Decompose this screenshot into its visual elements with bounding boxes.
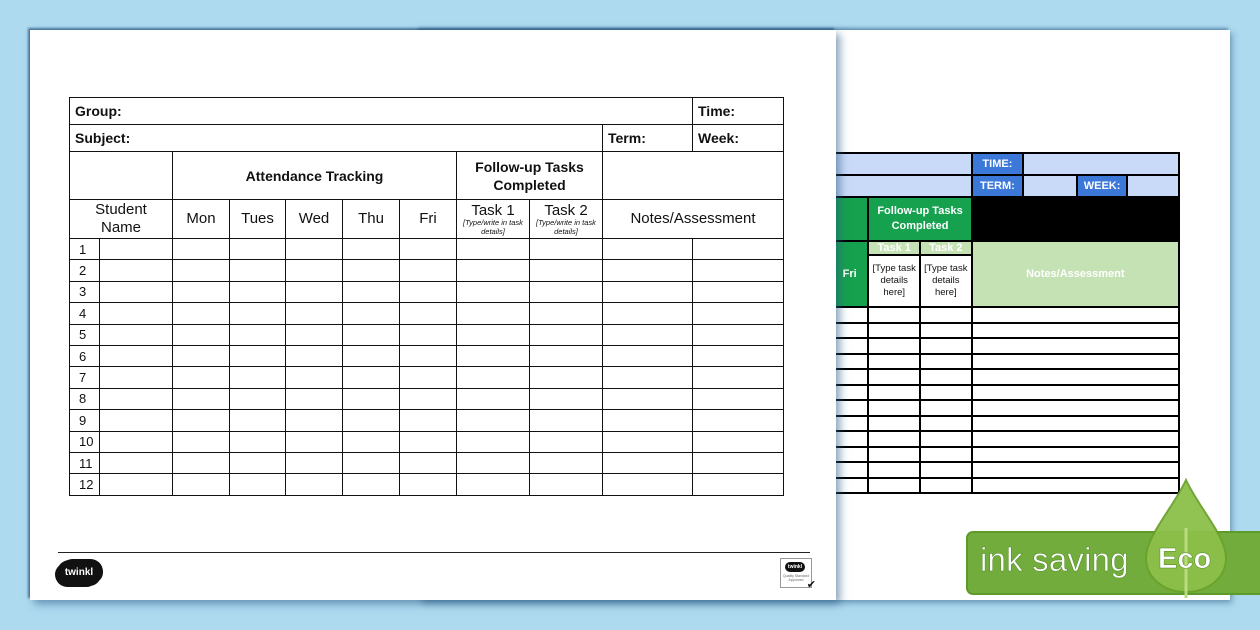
task1-header[interactable]: [457, 200, 530, 239]
task2-cell[interactable]: [530, 239, 603, 260]
colour-student-row: [831, 400, 1179, 416]
student-row: [70, 260, 784, 281]
tues-cell[interactable]: [230, 431, 286, 452]
term-row: [831, 175, 1179, 197]
mon-cell[interactable]: [173, 260, 230, 281]
day-fri-header: Fri: [400, 200, 457, 239]
student-name-cell[interactable]: [100, 281, 173, 302]
fri-cell[interactable]: [400, 410, 457, 431]
task1-cell[interactable]: [868, 369, 920, 385]
assessment-cell[interactable]: [693, 281, 784, 302]
notes-cell[interactable]: [972, 338, 1179, 354]
task1-cell[interactable]: [868, 431, 920, 447]
wed-cell[interactable]: [286, 452, 343, 473]
time-label: TIME:: [972, 153, 1024, 175]
tues-cell[interactable]: [230, 388, 286, 409]
task-label-row: [831, 241, 1179, 255]
task2-label: Task 2: [544, 201, 588, 219]
thu-cell[interactable]: [343, 410, 400, 431]
thu-cell[interactable]: [343, 345, 400, 366]
student-name-cell[interactable]: [100, 239, 173, 260]
student-row: [70, 410, 784, 431]
thu-cell[interactable]: [343, 281, 400, 302]
notes-cell[interactable]: [972, 323, 1179, 339]
section-header-row: [70, 152, 784, 200]
wed-cell[interactable]: [286, 260, 343, 281]
column-header-row: [70, 200, 784, 239]
badge-caption: Quality Standard Approved: [782, 574, 810, 582]
wed-cell[interactable]: [286, 324, 343, 345]
task1-cell[interactable]: [868, 385, 920, 401]
week-field[interactable]: [1127, 175, 1179, 197]
task1-cell[interactable]: [457, 239, 530, 260]
student-row: [70, 452, 784, 473]
fri-cell[interactable]: [831, 385, 868, 401]
assessment-cell[interactable]: [693, 239, 784, 260]
task2-cell[interactable]: [920, 416, 972, 432]
term-field[interactable]: Term:: [603, 125, 693, 152]
wed-cell[interactable]: [286, 303, 343, 324]
colour-student-row: [831, 462, 1179, 478]
student-name-cell[interactable]: [100, 367, 173, 388]
group-row: [70, 98, 784, 125]
thu-cell[interactable]: [343, 474, 400, 495]
task1-cell[interactable]: [868, 323, 920, 339]
attendance-header-cell: [831, 197, 868, 241]
followup-header: Follow-up Tasks Completed: [868, 197, 971, 241]
task2-cell[interactable]: [530, 452, 603, 473]
time-row: [831, 153, 1179, 175]
task1-description[interactable]: [Type task details here]: [868, 255, 920, 307]
notes-cell[interactable]: [603, 388, 693, 409]
student-row: [70, 474, 784, 495]
tues-cell[interactable]: [230, 303, 286, 324]
thu-cell[interactable]: [343, 388, 400, 409]
student-name-cell[interactable]: [100, 410, 173, 431]
fri-cell[interactable]: [831, 478, 868, 494]
ink-saving-sheet: [30, 30, 836, 600]
leaf-icon: [1144, 478, 1228, 598]
notes-cell[interactable]: [972, 447, 1179, 463]
notes-cell[interactable]: [972, 385, 1179, 401]
task2-cell[interactable]: [920, 323, 972, 339]
assessment-cell[interactable]: [693, 452, 784, 473]
colour-student-row: [831, 447, 1179, 463]
colour-student-row: [831, 338, 1179, 354]
task2-cell[interactable]: [530, 431, 603, 452]
student-name-cell[interactable]: [100, 474, 173, 495]
task2-cell[interactable]: [920, 385, 972, 401]
mon-cell[interactable]: [173, 410, 230, 431]
fri-cell[interactable]: [400, 452, 457, 473]
assessment-cell[interactable]: [693, 324, 784, 345]
mon-cell[interactable]: [173, 388, 230, 409]
blank-notes-header: [603, 152, 784, 200]
day-wed-header: Wed: [286, 200, 343, 239]
fri-cell[interactable]: [400, 367, 457, 388]
section-header-row: [831, 197, 1179, 241]
student-name-cell[interactable]: [100, 303, 173, 324]
row-number: 7: [70, 367, 100, 388]
task2-cell[interactable]: [920, 478, 972, 494]
student-name-cell[interactable]: [100, 388, 173, 409]
colour-student-row: [831, 385, 1179, 401]
task2-cell[interactable]: [530, 260, 603, 281]
student-row: [70, 345, 784, 366]
ink-saving-text: ink saving: [980, 541, 1129, 578]
student-name-cell[interactable]: [100, 431, 173, 452]
badge-logo: twinkl: [785, 562, 805, 572]
colour-student-row: [831, 354, 1179, 370]
task2-cell[interactable]: [530, 474, 603, 495]
task1-cell[interactable]: [457, 388, 530, 409]
tues-cell[interactable]: [230, 281, 286, 302]
task1-cell[interactable]: [457, 452, 530, 473]
task2-cell[interactable]: [920, 369, 972, 385]
task2-cell[interactable]: [530, 324, 603, 345]
notes-cell[interactable]: [603, 260, 693, 281]
task2-cell[interactable]: [920, 338, 972, 354]
blank-header-cell: [70, 152, 173, 200]
task1-cell[interactable]: [457, 367, 530, 388]
mon-cell[interactable]: [173, 452, 230, 473]
task1-cell[interactable]: [868, 447, 920, 463]
notes-cell[interactable]: [972, 307, 1179, 323]
mon-cell[interactable]: [173, 474, 230, 495]
notes-cell[interactable]: [603, 303, 693, 324]
tues-cell[interactable]: [230, 239, 286, 260]
student-row: [70, 367, 784, 388]
time-field[interactable]: Time:: [693, 98, 784, 125]
task2-cell[interactable]: [530, 303, 603, 324]
footer-divider: [58, 552, 810, 553]
colour-student-row: [831, 369, 1179, 385]
fri-cell[interactable]: [400, 474, 457, 495]
time-field[interactable]: [1023, 153, 1179, 175]
fri-cell[interactable]: [831, 462, 868, 478]
task1-label: Task 1: [471, 201, 515, 219]
notes-cell[interactable]: [972, 431, 1179, 447]
day-thu-header: Thu: [343, 200, 400, 239]
assessment-cell[interactable]: [693, 367, 784, 388]
row-number: 4: [70, 303, 100, 324]
notes-cell[interactable]: [603, 474, 693, 495]
fri-cell[interactable]: [400, 303, 457, 324]
fri-cell[interactable]: [400, 239, 457, 260]
wed-cell[interactable]: [286, 345, 343, 366]
checkmark-icon: ✔: [806, 579, 816, 591]
task1-cell[interactable]: [457, 431, 530, 452]
notes-cell[interactable]: [603, 345, 693, 366]
colour-student-row: [831, 416, 1179, 432]
notes-cell[interactable]: [972, 369, 1179, 385]
assessment-cell[interactable]: [693, 303, 784, 324]
task2-cell[interactable]: [530, 410, 603, 431]
row-number: 9: [70, 410, 100, 431]
task2-cell[interactable]: [530, 367, 603, 388]
student-row: [70, 281, 784, 302]
fri-cell[interactable]: [831, 369, 868, 385]
task1-cell[interactable]: [868, 478, 920, 494]
notes-cell[interactable]: [972, 416, 1179, 432]
task2-cell[interactable]: [920, 462, 972, 478]
task1-cell[interactable]: [457, 260, 530, 281]
student-name-cell[interactable]: [100, 452, 173, 473]
fri-cell[interactable]: [400, 345, 457, 366]
mon-cell[interactable]: [173, 239, 230, 260]
task2-cell[interactable]: [530, 281, 603, 302]
fri-cell[interactable]: [831, 338, 868, 354]
assessment-cell[interactable]: [693, 474, 784, 495]
wed-cell[interactable]: [286, 388, 343, 409]
fri-cell[interactable]: [400, 431, 457, 452]
colour-student-row: [831, 431, 1179, 447]
mon-cell[interactable]: [173, 303, 230, 324]
task2-cell[interactable]: [530, 345, 603, 366]
thu-cell[interactable]: [343, 452, 400, 473]
tues-cell[interactable]: [230, 260, 286, 281]
colour-attendance-table: [830, 152, 1180, 494]
notes-cell[interactable]: [603, 452, 693, 473]
student-row: [70, 431, 784, 452]
notes-cell[interactable]: [972, 462, 1179, 478]
student-name-header: Student Name: [70, 200, 173, 239]
subject-field[interactable]: Subject:: [70, 125, 603, 152]
group-field[interactable]: [831, 153, 972, 175]
tues-cell[interactable]: [230, 324, 286, 345]
student-name-cell[interactable]: [100, 324, 173, 345]
task1-cell[interactable]: [868, 307, 920, 323]
group-field[interactable]: Group:: [70, 98, 693, 125]
task1-cell[interactable]: [457, 303, 530, 324]
thu-cell[interactable]: [343, 239, 400, 260]
task2-hint: [Type/write in task details]: [536, 217, 596, 236]
row-number: 3: [70, 281, 100, 302]
wed-cell[interactable]: [286, 431, 343, 452]
fri-cell[interactable]: [831, 447, 868, 463]
task2-description[interactable]: [Type task details here]: [920, 255, 972, 307]
task2-cell[interactable]: [920, 307, 972, 323]
followup-tasks-header: Follow-up Tasks Completed: [457, 152, 603, 200]
student-row: [70, 239, 784, 260]
assessment-cell[interactable]: [693, 410, 784, 431]
thu-cell[interactable]: [343, 303, 400, 324]
wed-cell[interactable]: [286, 410, 343, 431]
notes-header: Notes/Assessment: [972, 241, 1179, 307]
thu-cell[interactable]: [343, 260, 400, 281]
colour-student-row: [831, 478, 1179, 494]
fri-cell[interactable]: [831, 431, 868, 447]
assessment-cell[interactable]: [693, 260, 784, 281]
tues-cell[interactable]: [230, 367, 286, 388]
notes-cell[interactable]: [603, 281, 693, 302]
thu-cell[interactable]: [343, 367, 400, 388]
task2-header: Task 2: [920, 241, 972, 255]
student-row: [70, 388, 784, 409]
task2-cell[interactable]: [920, 447, 972, 463]
row-number: 11: [70, 452, 100, 473]
tues-cell[interactable]: [230, 345, 286, 366]
task1-cell[interactable]: [868, 462, 920, 478]
attendance-tracking-header: Attendance Tracking: [173, 152, 457, 200]
notes-cell[interactable]: [603, 367, 693, 388]
quality-standard-badge: [780, 558, 816, 591]
task1-hint: [Type/write in task details]: [463, 217, 523, 236]
tues-cell[interactable]: [230, 452, 286, 473]
tues-cell[interactable]: [230, 474, 286, 495]
task2-cell[interactable]: [530, 388, 603, 409]
week-field[interactable]: Week:: [693, 125, 784, 152]
notes-cell[interactable]: [603, 239, 693, 260]
task1-cell[interactable]: [457, 345, 530, 366]
twinkl-logo: twinkl: [57, 560, 101, 586]
assessment-cell[interactable]: [693, 345, 784, 366]
task1-cell[interactable]: [457, 281, 530, 302]
notes-cell[interactable]: [603, 324, 693, 345]
colour-student-row: [831, 323, 1179, 339]
fri-cell[interactable]: [400, 324, 457, 345]
mon-cell[interactable]: [173, 431, 230, 452]
colour-student-row: [831, 307, 1179, 323]
task1-cell[interactable]: [457, 410, 530, 431]
wed-cell[interactable]: [286, 367, 343, 388]
notes-cell[interactable]: [603, 431, 693, 452]
fri-cell[interactable]: [400, 388, 457, 409]
row-number: 12: [70, 474, 100, 495]
task1-cell[interactable]: [457, 324, 530, 345]
task2-cell[interactable]: [920, 400, 972, 416]
mon-cell[interactable]: [173, 324, 230, 345]
thu-cell[interactable]: [343, 431, 400, 452]
task1-cell[interactable]: [868, 416, 920, 432]
notes-header-blank: [972, 197, 1179, 241]
mon-cell[interactable]: [173, 281, 230, 302]
student-name-cell[interactable]: [100, 260, 173, 281]
notes-assessment-header: Notes/Assessment: [603, 200, 784, 239]
mon-cell[interactable]: [173, 367, 230, 388]
wed-cell[interactable]: [286, 474, 343, 495]
fri-cell[interactable]: [831, 354, 868, 370]
row-number: 1: [70, 239, 100, 260]
wed-cell[interactable]: [286, 239, 343, 260]
row-number: 6: [70, 345, 100, 366]
student-row: [70, 324, 784, 345]
mon-cell[interactable]: [173, 345, 230, 366]
notes-cell[interactable]: [972, 354, 1179, 370]
task1-cell[interactable]: [868, 400, 920, 416]
attendance-table: [69, 97, 784, 496]
notes-cell[interactable]: [972, 400, 1179, 416]
task1-cell[interactable]: [868, 338, 920, 354]
fri-cell[interactable]: [831, 323, 868, 339]
tues-cell[interactable]: [230, 410, 286, 431]
student-row: [70, 303, 784, 324]
week-label: WEEK:: [1077, 175, 1128, 197]
row-number: 5: [70, 324, 100, 345]
subject-row: [70, 125, 784, 152]
assessment-cell[interactable]: [693, 431, 784, 452]
day-mon-header: Mon: [173, 200, 230, 239]
assessment-cell[interactable]: [693, 388, 784, 409]
fri-cell[interactable]: [831, 400, 868, 416]
student-name-cell[interactable]: [100, 345, 173, 366]
wed-cell[interactable]: [286, 281, 343, 302]
task2-header[interactable]: [530, 200, 603, 239]
term-field[interactable]: [1023, 175, 1077, 197]
fri-cell[interactable]: [831, 307, 868, 323]
task1-header: Task 1: [868, 241, 920, 255]
row-number: 2: [70, 260, 100, 281]
subject-field[interactable]: [831, 175, 972, 197]
row-number: 8: [70, 388, 100, 409]
fri-cell[interactable]: [400, 260, 457, 281]
fri-cell[interactable]: [400, 281, 457, 302]
task2-cell[interactable]: [920, 431, 972, 447]
eco-label: Eco: [1158, 543, 1212, 575]
thu-cell[interactable]: [343, 324, 400, 345]
day-fri-header: Fri: [831, 241, 868, 307]
task1-cell[interactable]: [457, 474, 530, 495]
task2-cell[interactable]: [920, 354, 972, 370]
notes-cell[interactable]: [603, 410, 693, 431]
fri-cell[interactable]: [831, 416, 868, 432]
term-label: TERM:: [972, 175, 1024, 197]
day-tues-header: Tues: [230, 200, 286, 239]
task1-cell[interactable]: [868, 354, 920, 370]
row-number: 10: [70, 431, 100, 452]
